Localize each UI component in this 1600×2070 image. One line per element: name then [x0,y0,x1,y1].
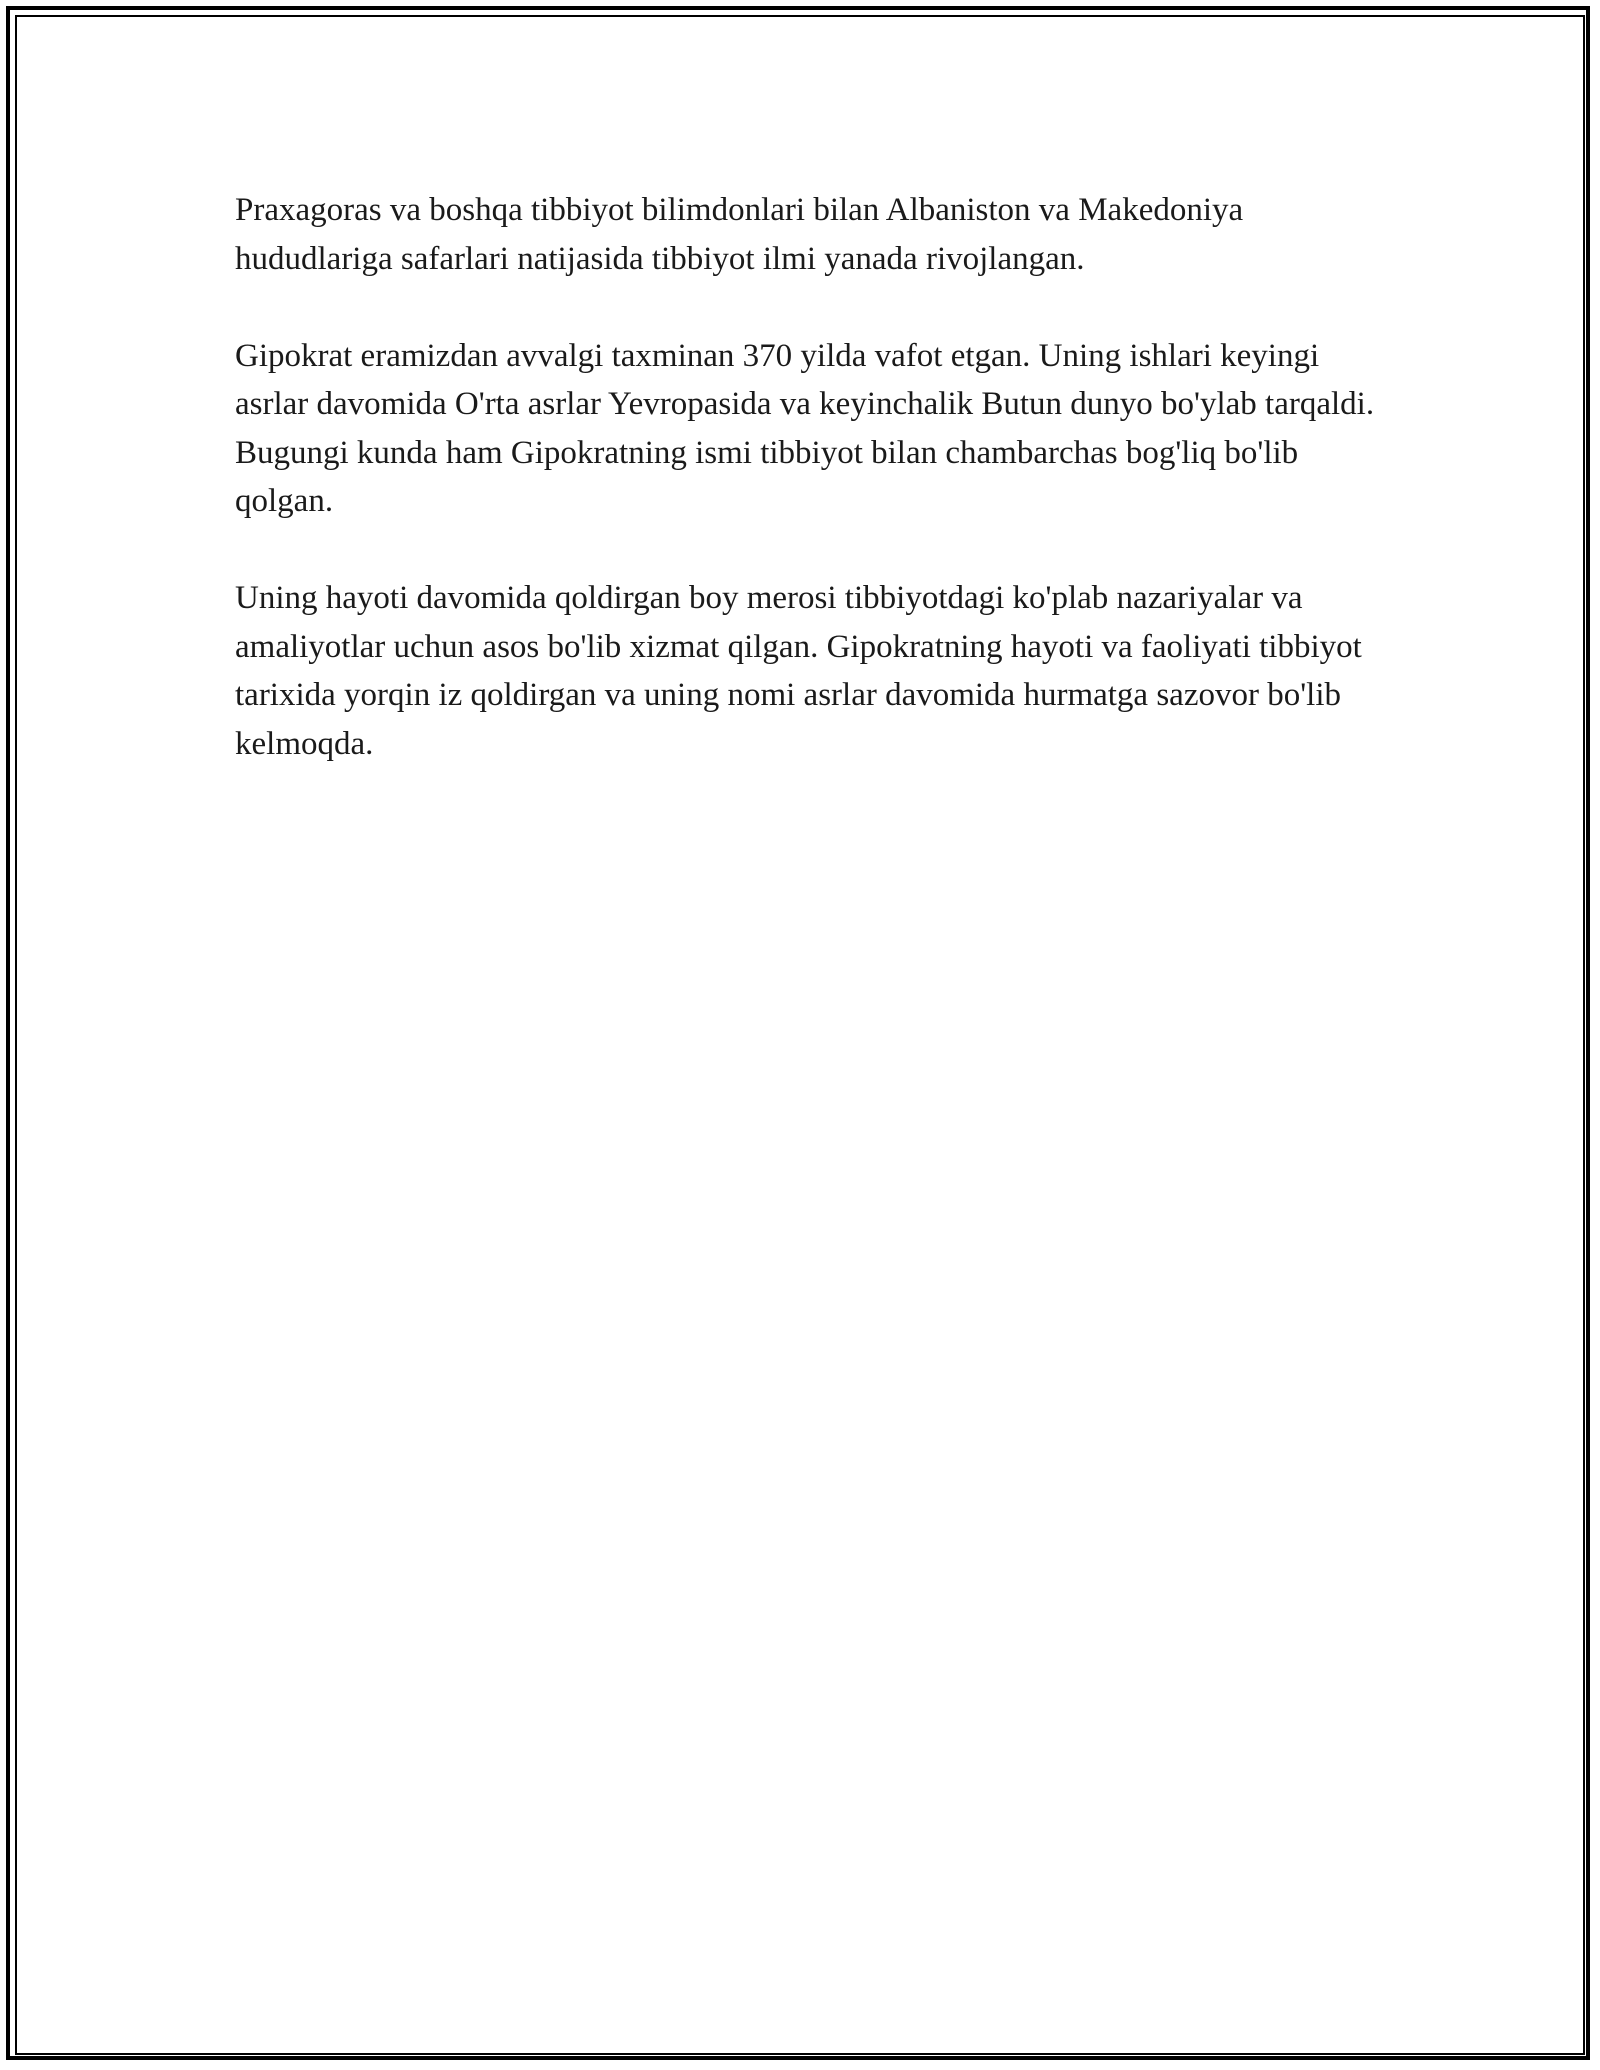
paragraph-3: Uning hayoti davomida qoldirgan boy merosi tibbiyotdagi ko'plab nazariyalar va amaliyotlar uchun asos bo'lib xizmat qilgan. Gipokratning hayoti va faoliyati tibbiyot tarixida yorqin iz qoldirgan va uning nomi asrlar davomida hurmatga sazovor bo'lib kelmoqda. [235,580,1362,762]
paragraph-1: Praxagoras va boshqa tibbiyot bilimdonlari bilan Albaniston va Makedoniya hududlariga safarlari natijasida tibbiyot ilmi yanada rivojlangan. [235,192,1244,277]
paragraph-2: Gipokrat eramizdan avvalgi taxminan 370 yilda vafot etgan. Uning ishlari keyingi asrlar davomida O'rta asrlar Yevropasida va keyinchalik Butun dunyo bo'ylab tarqaldi. Bugungi kunda ham Gipokratning ismi tibbiyot bilan chambarchas bog'liq bo'lib qolgan. [235,337,1375,519]
document-body [235,186,1395,817]
